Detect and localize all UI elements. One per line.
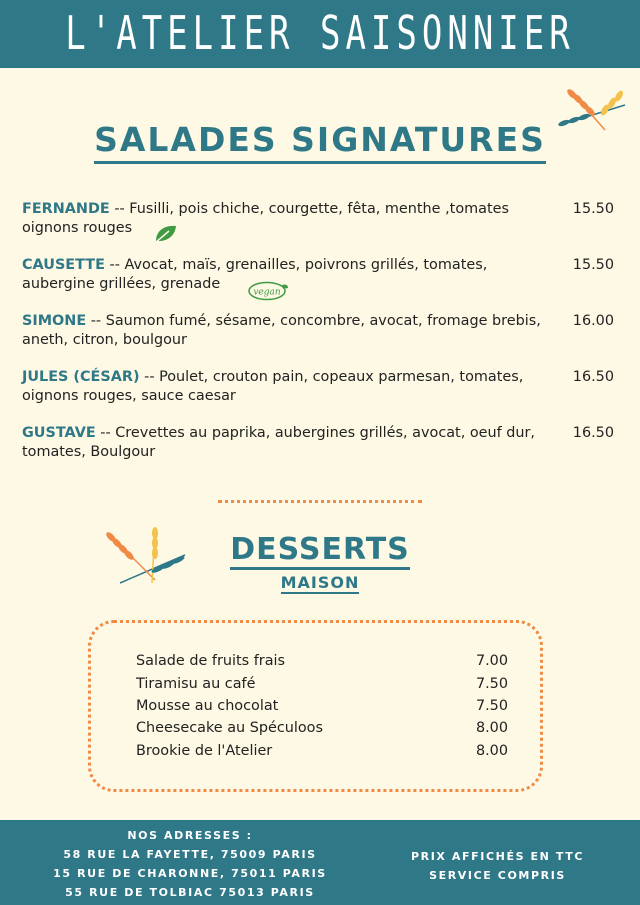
salad-description: -- Avocat, maïs, grenailles, poivrons grillés, tomates, aubergine grillées, grenade — [22, 257, 488, 292]
address-line: 58 RUE LA FAYETTE, 75009 PARIS — [63, 848, 317, 861]
dessert-item — [136, 698, 508, 714]
dotted-divider — [218, 500, 422, 503]
footer — [0, 820, 640, 905]
salad-name: FERNANDE — [22, 201, 110, 217]
salad-name: CAUSETTE — [22, 257, 105, 273]
salad-description: -- Saumon fumé, sésame, concombre, avocat, fromage brebis, aneth, citron, boulgour — [22, 313, 541, 348]
price-note-line: PRIX AFFICHÉS EN TTC — [411, 850, 584, 863]
salad-item — [22, 200, 618, 238]
dessert-price: 7.00 — [475, 653, 508, 669]
salad-item — [22, 424, 618, 462]
dessert-price: 8.00 — [475, 743, 508, 759]
dessert-price: 7.50 — [475, 698, 508, 714]
dessert-price: 7.50 — [475, 676, 508, 692]
salad-description: -- Crevettes au paprika, aubergines grillés, avocat, oeuf dur, tomates, Boulgour — [22, 425, 536, 460]
salad-name: SIMONE — [22, 313, 87, 329]
salad-price: 15.50 — [572, 257, 614, 273]
salad-price: 16.00 — [572, 313, 614, 329]
menu-header — [0, 0, 640, 68]
dessert-item — [136, 743, 508, 759]
dessert-name: Tiramisu au café — [136, 676, 256, 692]
salad-price: 15.50 — [572, 201, 614, 217]
salad-name: JULES (CÉSAR) — [22, 369, 140, 385]
salad-name: GUSTAVE — [22, 425, 96, 441]
salad-item — [22, 368, 618, 406]
vegan-label: vegan — [253, 287, 281, 298]
dessert-name: Salade de fruits frais — [136, 653, 286, 669]
dessert-price: 8.00 — [475, 720, 508, 736]
salades-title: SALADES SIGNATURES — [0, 120, 640, 159]
dessert-name: Cheesecake au Spéculoos — [136, 720, 323, 736]
address-line: 55 RUE DE TOLBIAC 75013 PARIS — [65, 886, 315, 899]
address-line: 15 RUE DE CHARONNE, 75011 PARIS — [53, 867, 327, 880]
salad-description: -- Poulet, crouton pain, copeaux parmesan, tomates, oignons rouges, sauce caesar — [22, 369, 524, 404]
addresses-title: NOS ADRESSES : — [127, 829, 253, 842]
dessert-item — [136, 653, 508, 669]
salad-price: 16.50 — [572, 369, 614, 385]
desserts-title: DESSERTS — [0, 532, 640, 567]
dessert-name: Mousse au chocolat — [136, 698, 279, 714]
addresses-block — [45, 826, 335, 902]
restaurant-name: L'ATELIER SAISONNIER — [65, 7, 575, 61]
salad-price: 16.50 — [572, 425, 614, 441]
dessert-item — [136, 720, 508, 736]
salad-item — [22, 312, 618, 350]
dessert-name: Brookie de l'Atelier — [136, 743, 273, 759]
price-note — [400, 847, 595, 885]
leaf-icon — [152, 223, 178, 245]
price-note-line: SERVICE COMPRIS — [429, 869, 566, 882]
desserts-subtitle: MAISON — [280, 573, 360, 592]
dessert-item — [136, 676, 508, 692]
salad-description: -- Fusilli, pois chiche, courgette, fêta, menthe ,tomates oignons rouges — [22, 201, 509, 236]
salad-item — [22, 256, 618, 294]
vegan-badge-icon — [247, 280, 289, 302]
